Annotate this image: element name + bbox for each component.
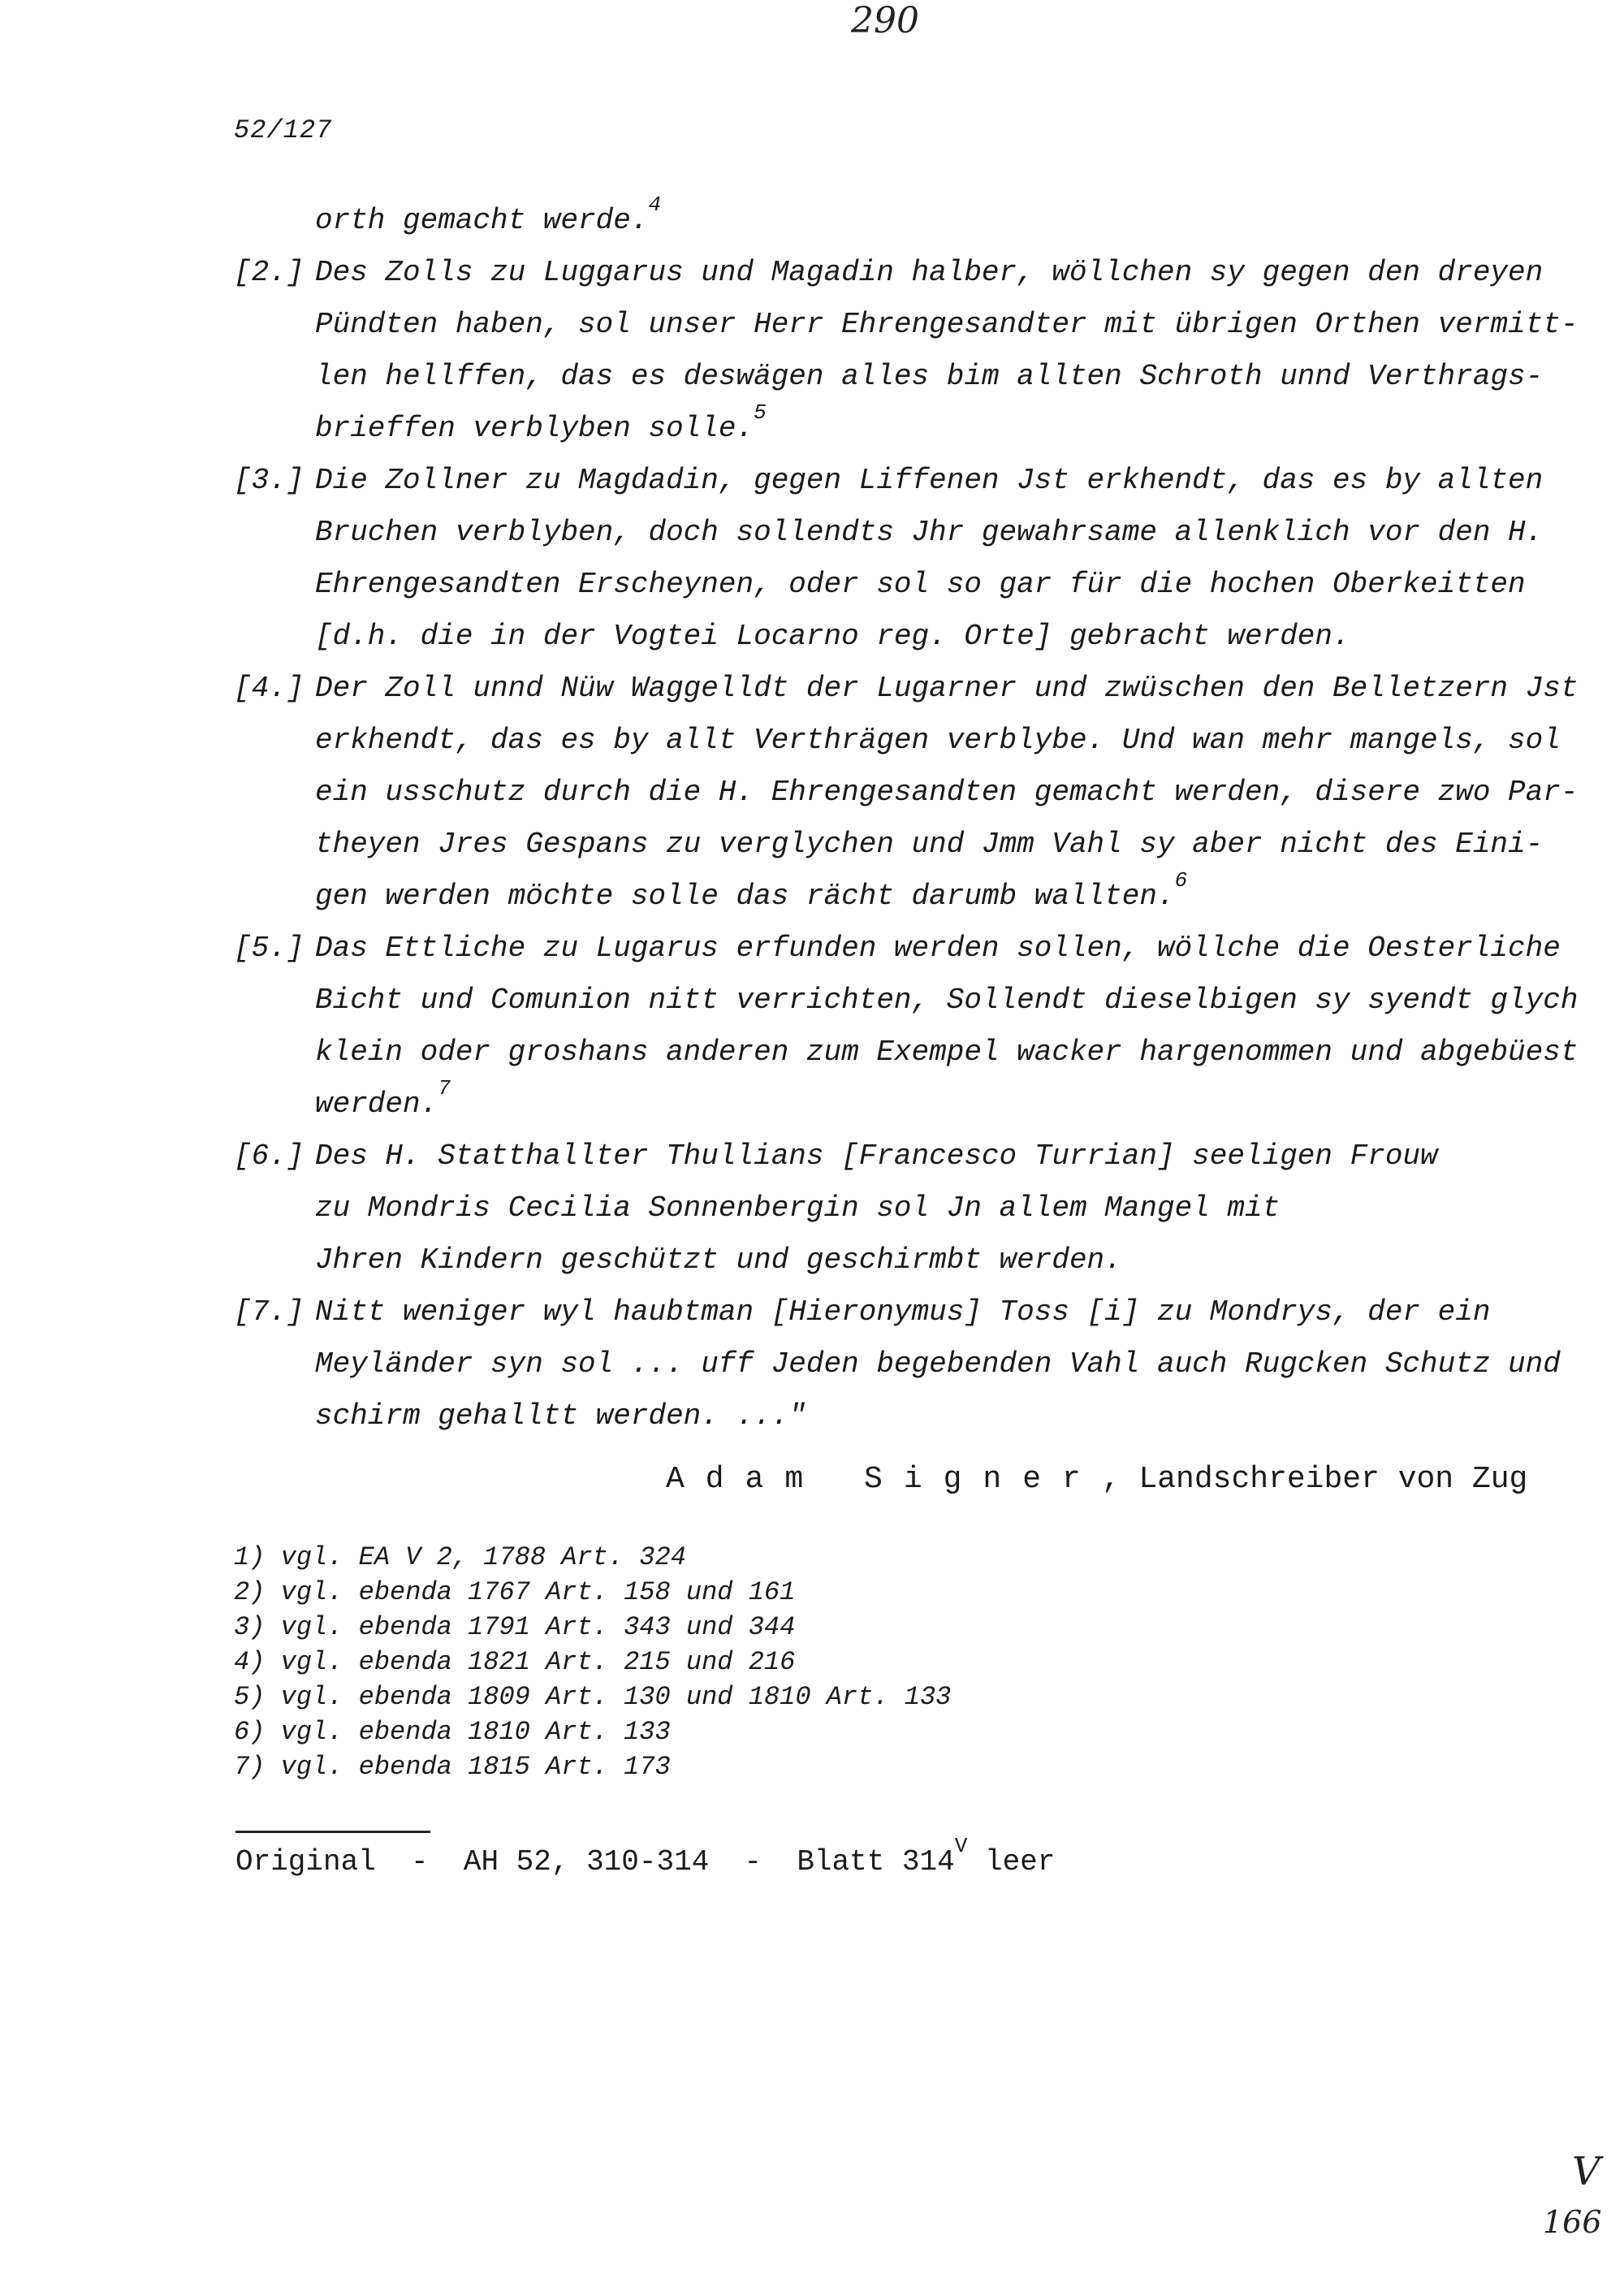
document-reference: 52/127 xyxy=(234,115,333,145)
body-line: Pündten haben, sol unser Herr Ehrengesandter mit übrigen Orthen vermitt- xyxy=(315,308,1579,341)
transcription-body xyxy=(234,192,1579,1442)
footnote-divider xyxy=(235,1831,430,1833)
article-6-line: [6.] Des H. Statthallter Thullians [Francesco Turrian] seeligen Frouw xyxy=(234,1139,1438,1173)
footnote: 1) vgl. EA V 2, 1788 Art. 324 xyxy=(234,1542,686,1572)
footnotes xyxy=(234,1540,951,1784)
body-line: werden.$^7$ xyxy=(315,1076,451,1121)
body-line: Bicht und Comunion nitt verrichten, Sollendt dieselbigen sy syendt glych xyxy=(315,984,1579,1017)
article-4-line: [4.] Der Zoll unnd Nüw Waggelldt der Lugarner und zwüschen den Belletzern Jst xyxy=(234,672,1579,705)
signature-line xyxy=(666,1462,1527,1497)
body-line: Bruchen verblyben, doch sollendts Jhr gewahrsame allenklich vor den H. xyxy=(315,516,1544,549)
footnote: 3) vgl. ebenda 1791 Art. 343 und 344 xyxy=(234,1612,796,1642)
body-line: theyen Jres Gespans zu verglychen und Jmm Vahl sy aber nicht des Eini- xyxy=(315,828,1544,861)
footnote: 2) vgl. ebenda 1767 Art. 158 und 161 xyxy=(234,1577,796,1607)
body-line: erkhendt, das es by allt Verthrägen verblybe. Und wan mehr mangels, sol xyxy=(315,724,1561,757)
body-line: [d.h. die in der Vogtei Locarno reg. Orte] gebracht werden. xyxy=(315,620,1350,653)
article-7-line: [7.] Nitt weniger wyl haubtman [Hieronymus] Toss [i] zu Mondrys, der ein xyxy=(234,1295,1491,1329)
handwritten-folio-number: 166 xyxy=(1543,2204,1602,2240)
body-line: orth gemacht werde.$^4$ xyxy=(315,192,662,237)
body-line: ein usschutz durch die H. Ehrengesandten gemacht werden, disere zwo Par- xyxy=(315,776,1579,809)
body-line: Jhren Kindern geschützt und geschirmbt werden. xyxy=(315,1243,1122,1277)
body-line: len hellffen, das es deswägen alles bim allten Schroth unnd Verthrags- xyxy=(315,360,1544,393)
article-3-line: [3.] Die Zollner zu Magdadin, gegen Liffenen Jst erkhendt, das es by allten xyxy=(234,464,1544,497)
footnote: 4) vgl. ebenda 1821 Art. 215 und 216 xyxy=(234,1647,796,1677)
body-line: zu Mondris Cecilia Sonnenbergin sol Jn allem Mangel mit xyxy=(315,1191,1281,1225)
body-line: Ehrengesandten Erscheynen, oder sol so gar für die hochen Oberkeitten xyxy=(315,568,1526,601)
footnote: 6) vgl. ebenda 1810 Art. 133 xyxy=(234,1717,671,1747)
body-line: klein oder groshans anderen zum Exempel wacker hargenommen und abgebüest xyxy=(315,1036,1579,1069)
signer-name: Adam Signer xyxy=(666,1462,1102,1497)
signer-title: , Landschreiber von Zug xyxy=(1101,1462,1528,1497)
body-line: Meyländer syn sol ... uff Jeden begebenden Vahl auch Rugcken Schutz und xyxy=(315,1347,1561,1381)
body-line: schirm gehalltt werden. ..." xyxy=(315,1399,806,1433)
body-line: gen werden möchte solle das rächt darumb wallten.$^6$ xyxy=(315,868,1188,913)
footnote: 5) vgl. ebenda 1809 Art. 130 und 1810 Art. 133 xyxy=(234,1682,952,1712)
original-source-line: Original - AH 52, 310-314 - Blatt $314^V$ leer xyxy=(235,1834,1056,1879)
article-2-line: [2.] Des Zolls zu Luggarus und Magadin halber, wöllchen sy gegen den dreyen xyxy=(234,256,1544,289)
footnote: 7) vgl. ebenda 1815 Art. 173 xyxy=(234,1752,671,1782)
body-line: brieffen verblyben solle.$^5$ xyxy=(315,400,767,445)
article-5-line: [5.] Das Ettliche zu Lugarus erfunden werden sollen, wöllche die Oesterliche xyxy=(234,932,1561,965)
handwritten-check-mark: V xyxy=(1572,2149,1600,2194)
handwritten-page-number: 290 xyxy=(851,0,919,41)
